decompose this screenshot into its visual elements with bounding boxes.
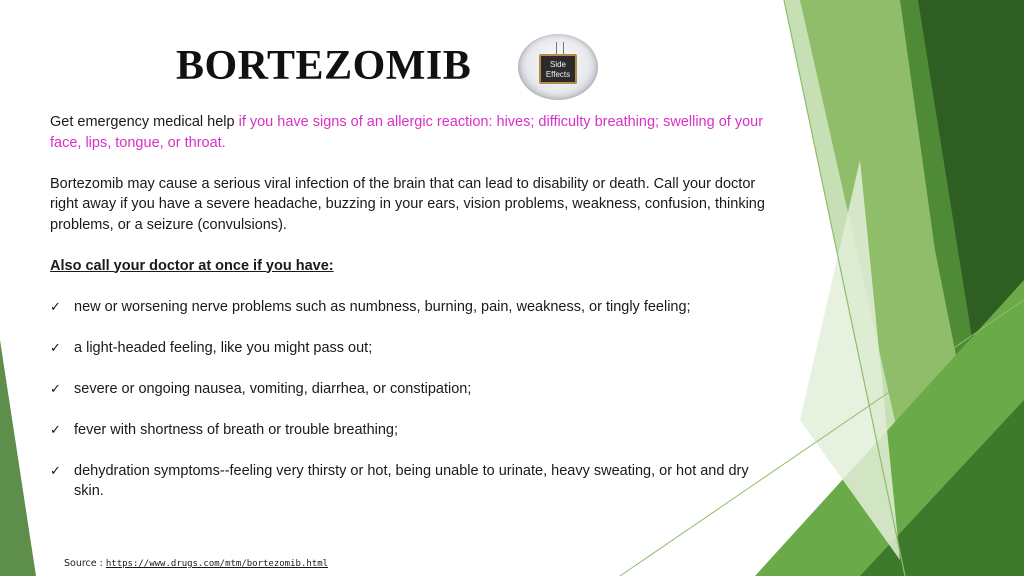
slide-content [50, 112, 780, 522]
checkmark-icon: ✓ [50, 380, 61, 396]
call-doctor-heading: Also call your doctor at once if you have: [50, 257, 334, 274]
side-effects-badge [518, 34, 598, 100]
intro-paragraph [50, 112, 780, 153]
list-item [50, 461, 780, 502]
list-item-text: a light-headed feeling, like you might pass out; [74, 339, 373, 356]
warning-paragraph: Bortezomib may cause a serious viral infection of the brain that can lead to disability or death. Call your doctor right away if you have a severe headache, buzzing in your ears, vision problems, weakness, confusion, thinking problems, or a seizure (convulsions). [50, 175, 765, 233]
list-item-text: fever with shortness of breath or trouble breathing; [74, 421, 399, 438]
checkmark-icon: ✓ [50, 298, 61, 314]
left-edge-stripe [0, 340, 36, 576]
list-item [50, 338, 780, 359]
source-label: Source : [64, 558, 106, 569]
list-item [50, 297, 780, 318]
list-item-text: new or worsening nerve problems such as numbness, burning, pain, weakness, or tingly feeling; [74, 298, 691, 315]
intro-highlight: if you have signs of an allergic reaction: hives; difficulty breathing; swelling of your face, lips, tongue, or throat. [50, 114, 764, 151]
source-citation [64, 558, 328, 569]
intro-normal: Get emergency medical help [50, 114, 239, 130]
list-item-text: dehydration symptoms--feeling very thirsty or hot, being unable to urinate, heavy sweating, or hot and dry skin. [74, 462, 749, 499]
checkmark-icon: ✓ [50, 462, 61, 478]
list-item-text: severe or ongoing nausea, vomiting, diarrhea, or constipation; [74, 380, 472, 397]
checkmark-icon: ✓ [50, 339, 61, 355]
symptom-list [50, 297, 780, 502]
side-effects-board-icon [539, 54, 577, 84]
checkmark-icon: ✓ [50, 421, 61, 437]
list-item [50, 379, 780, 400]
page-title: BORTEZOMIB [176, 43, 472, 89]
list-item [50, 420, 780, 441]
pin-icon [556, 42, 564, 54]
source-link[interactable]: https://www.drugs.com/mtm/bortezomib.html [105, 559, 329, 569]
badge-text: Side Effects [545, 60, 571, 79]
